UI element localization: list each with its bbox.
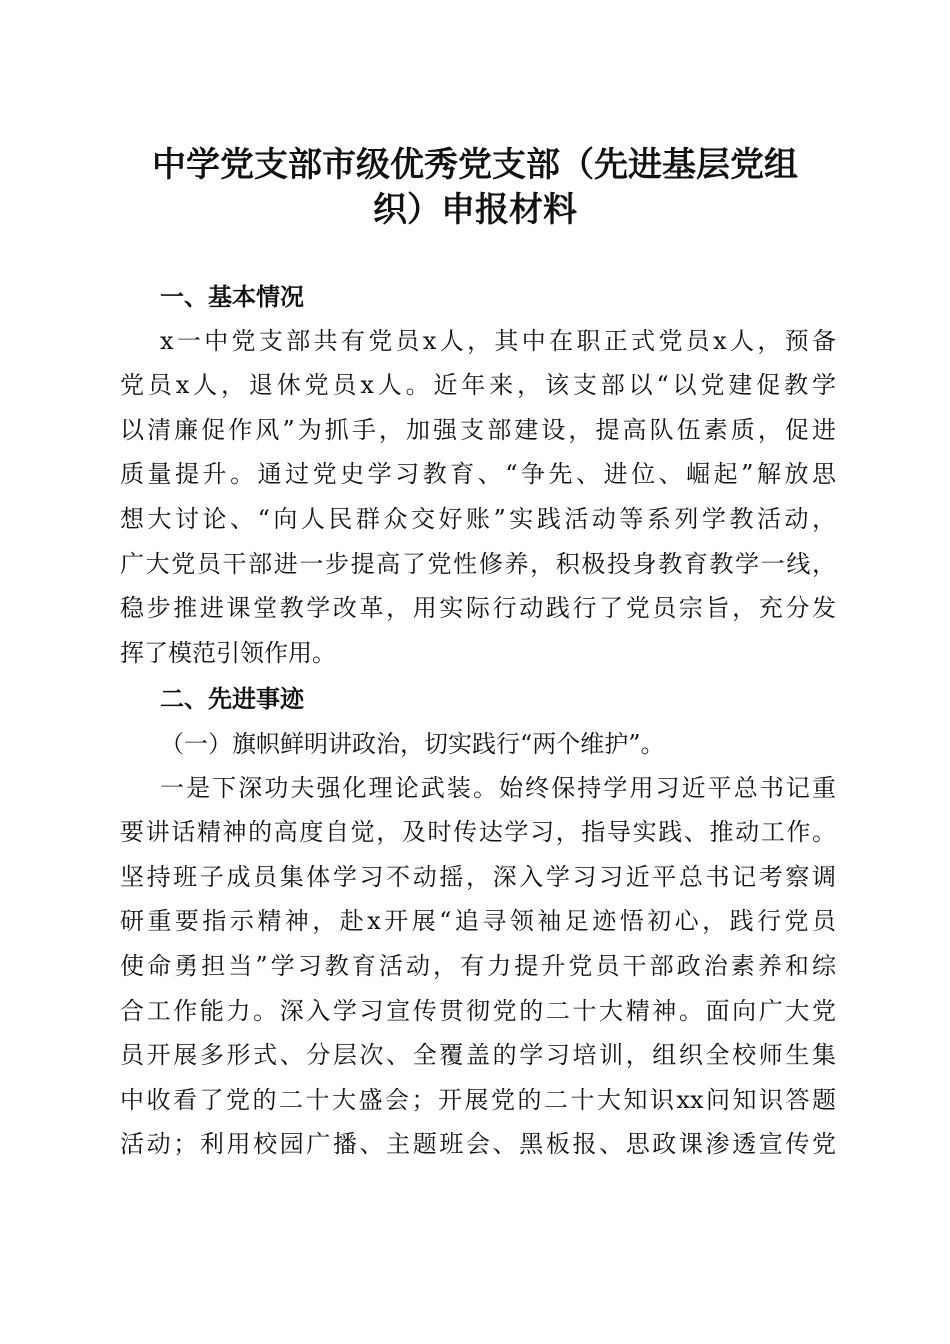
paragraph-line: 使命勇担当”学习教育活动，有力提升党员干部政治素养和综 [120,952,836,980]
document-title-line-2: 织）申报材料 [373,190,577,230]
section-heading-basic-info: 一、基本情况 [160,283,304,311]
paragraph-line: 一是下深功夫强化理论武装。始终保持学用习近平总书记重 [160,774,836,802]
paragraph-line: 坚持班子成员集体学习不动摇，深入学习习近平总书记考察调 [120,863,836,891]
paragraph-line: 挥了模范引领作用。 [120,639,336,667]
paragraph-line: 员开展多形式、分层次、全覆盖的学习培训，组织全校师生集 [120,1041,836,1069]
section-heading-achievements: 二、先进事迹 [160,685,304,713]
paragraph-line: 研重要指示精神，赴x开展“追寻领袖足迹悟初心，践行党员 [120,907,836,935]
paragraph-line: 想大讨论、“向人民群众交好账”实践活动等系列学教活动， [120,505,836,533]
paragraph-line: 活动；利用校园广播、主题班会、黑板报、思政课渗透宣传党 [120,1130,836,1158]
paragraph-line: 质量提升。通过党史学习教育、“争先、进位、崛起”解放思 [120,460,836,488]
paragraph-line: 要讲话精神的高度自觉，及时传达学习，指导实践、推动工作。 [120,818,836,846]
subsection-heading: （一）旗帜鲜明讲政治，切实践行“两个维护”。 [160,730,665,758]
paragraph-line: 党员x人，退休党员x人。近年来，该支部以“以党建促教学 [120,371,836,399]
document-title-line-1: 中学党支部市级优秀党支部（先进基层党组 [152,145,798,185]
paragraph-line: x一中党支部共有党员x人，其中在职正式党员x人，预备 [160,327,836,355]
paragraph-line: 以清廉促作风”为抓手，加强支部建设，提高队伍素质，促进 [120,416,836,444]
paragraph-line: 中收看了党的二十大盛会；开展党的二十大知识xx问知识答题 [120,1086,836,1114]
paragraph-line: 稳步推进课堂教学改革，用实际行动践行了党员宗旨，充分发 [120,594,836,622]
paragraph-line: 合工作能力。深入学习宣传贯彻党的二十大精神。面向广大党 [120,997,836,1025]
paragraph-line: 广大党员干部进一步提高了党性修养，积极投身教育教学一线， [120,550,836,578]
